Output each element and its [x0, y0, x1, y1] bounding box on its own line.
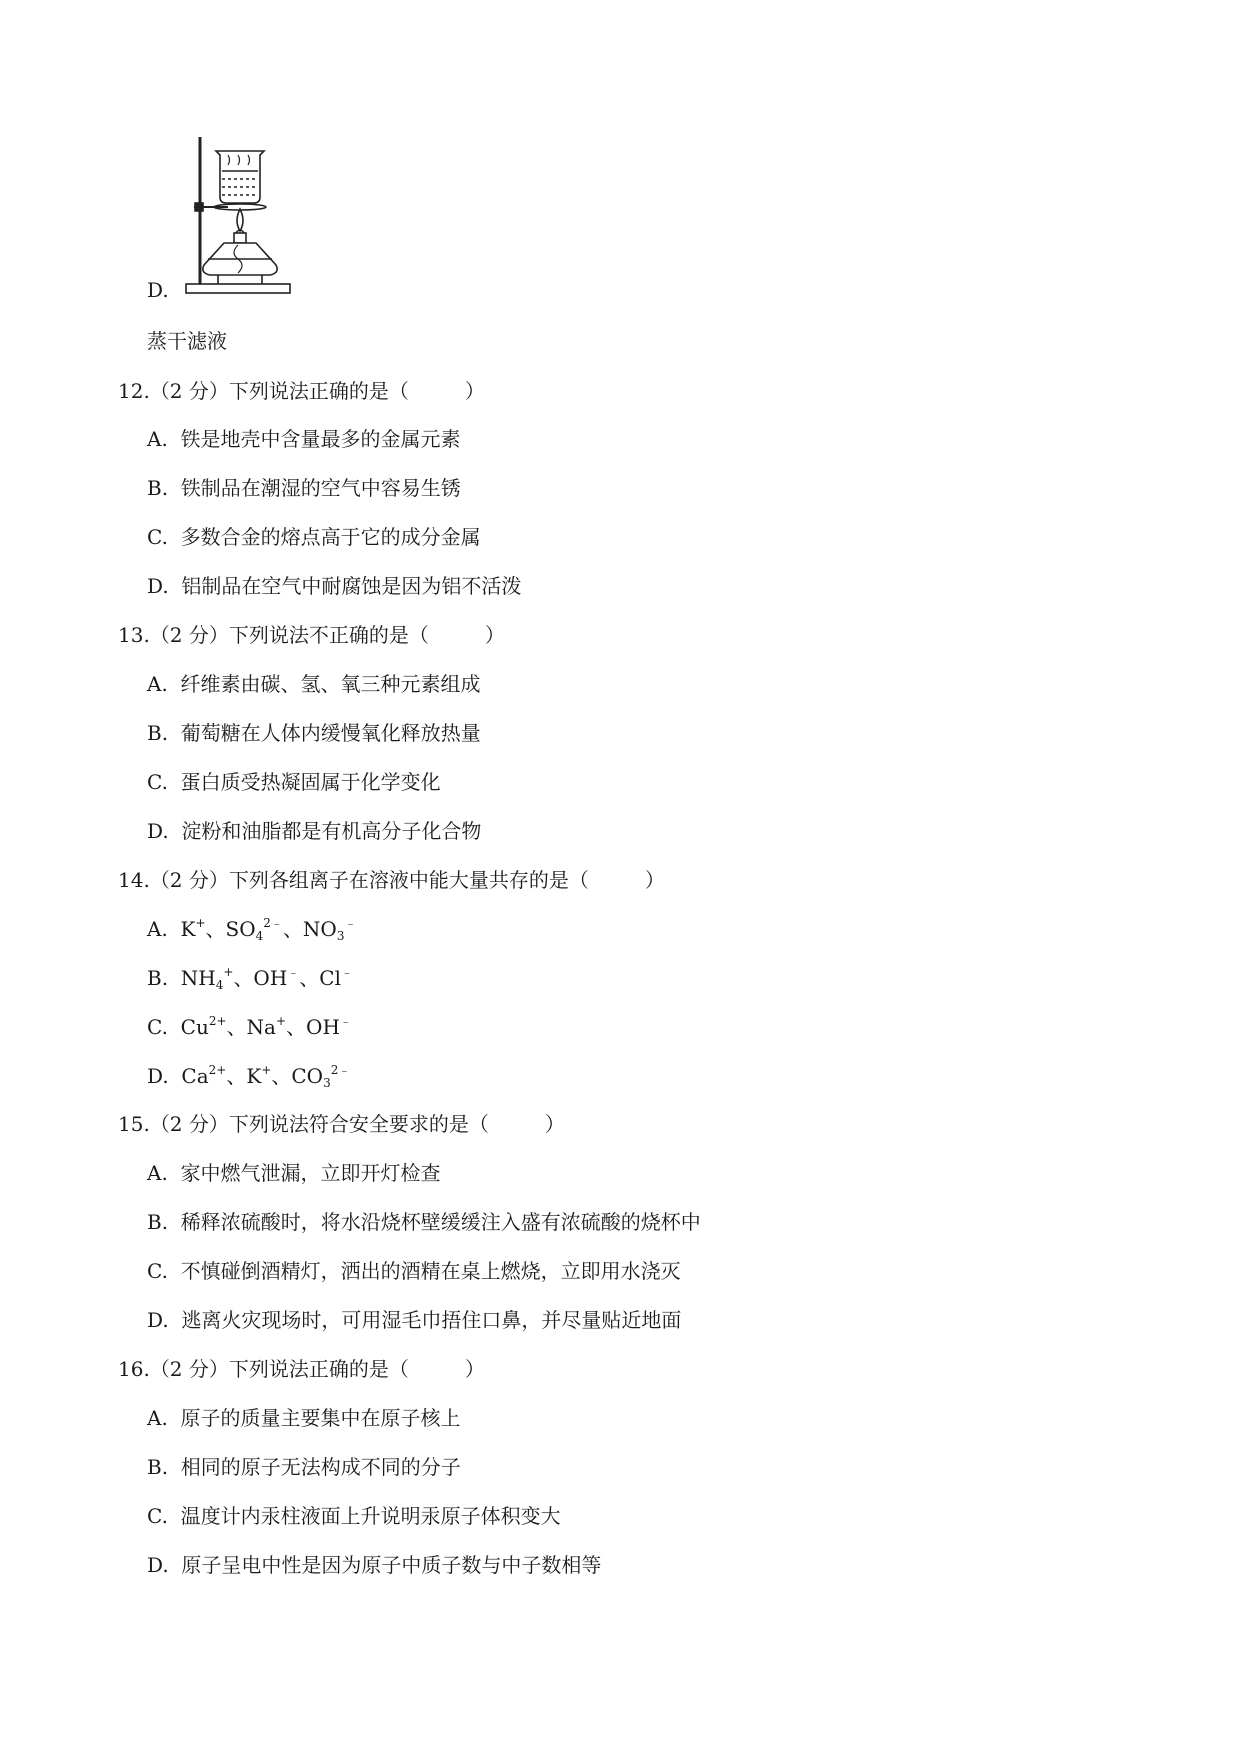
option-text: 纤维素由碳、氢、氧三种元素组成: [180, 672, 481, 696]
option-text: 温度计内汞柱液面上升说明汞原子体积变大: [180, 1504, 561, 1528]
question-13: [118, 621, 505, 649]
question-stem: 下列各组离子在溶液中能大量共存的是（: [228, 868, 589, 892]
q15-option-d: [147, 1306, 681, 1334]
option-letter: D.: [147, 1553, 169, 1577]
ion-charge: +: [195, 916, 206, 930]
figure-caption: 蒸干滤液: [147, 329, 227, 353]
question-14: [118, 866, 665, 894]
option-text: 家中燃气泄漏，立即开灯检查: [180, 1161, 441, 1185]
option-letter: C.: [147, 770, 168, 794]
ion-charge: ﹣: [339, 1014, 352, 1028]
option-text: 逃离火灾现场时，可用湿毛巾捂住口鼻，并尽量贴近地面: [181, 1308, 682, 1332]
option-letter: D.: [147, 574, 169, 598]
question-number: 15.: [118, 1112, 150, 1136]
option-letter: A.: [147, 917, 168, 941]
q12-option-a: [147, 425, 461, 453]
ion-charge: 2+: [208, 1063, 227, 1077]
q12-option-d: [147, 572, 521, 600]
ion-charge: ﹣: [344, 916, 357, 930]
q12-option-c: [147, 523, 481, 551]
option-letter: C.: [147, 525, 168, 549]
question-12: [118, 377, 485, 405]
question-15: [118, 1110, 565, 1138]
option-text: 相同的原子无法构成不同的分子: [180, 1455, 461, 1479]
question-score: （2 分）: [149, 868, 229, 892]
ion-subscript: 4: [255, 929, 264, 943]
ion-charge: +: [223, 965, 234, 979]
question-score: （2 分）: [149, 623, 229, 647]
q13-option-c: [147, 768, 441, 796]
ion-charge: 2﹣: [263, 916, 283, 930]
ion-text: 、OH: [286, 1015, 340, 1039]
ion-text: 、SO: [205, 917, 256, 941]
question-stem: 下列说法符合安全要求的是（: [228, 1112, 489, 1136]
option-text: 稀释浓硫酸时，将水沿烧杯壁缓缓注入盛有浓硫酸的烧杯中: [180, 1210, 701, 1234]
ion-text: 、K: [226, 1064, 262, 1088]
question-close-paren: ）: [484, 623, 505, 647]
question-number: 14.: [118, 868, 150, 892]
question-number: 16.: [118, 1357, 150, 1381]
option-text: 铁是地壳中含量最多的金属元素: [180, 427, 461, 451]
question-score: （2 分）: [149, 1112, 229, 1136]
question-close-paren: ）: [464, 1357, 485, 1381]
q13-option-b: [147, 719, 481, 747]
question-stem: 下列说法正确的是（: [228, 1357, 409, 1381]
ion-text: 、CO: [271, 1064, 324, 1088]
q15-option-a: [147, 1159, 441, 1187]
question-16: [118, 1355, 485, 1383]
option-letter: D.: [147, 819, 169, 843]
ion-charge: 2+: [208, 1014, 227, 1028]
option-letter: B.: [147, 721, 169, 745]
option-text: 原子的质量主要集中在原子核上: [180, 1406, 461, 1430]
ion-subscript: 3: [336, 929, 345, 943]
ion-charge: +: [261, 1063, 272, 1077]
option-letter: A.: [147, 1161, 168, 1185]
option-letter: A.: [147, 1406, 168, 1430]
question-close-paren: ）: [544, 1112, 565, 1136]
question-score: （2 分）: [149, 1357, 229, 1381]
option-text: 蛋白质受热凝固属于化学变化: [180, 770, 441, 794]
question-score: （2 分）: [149, 379, 229, 403]
option-letter: B.: [147, 966, 169, 990]
question-number: 12.: [118, 379, 150, 403]
ion-charge: ﹣: [341, 965, 354, 979]
question-stem: 下列说法正确的是（: [228, 379, 409, 403]
option-text: 铝制品在空气中耐腐蚀是因为铝不活泼: [181, 574, 522, 598]
option-text: 多数合金的熔点高于它的成分金属: [180, 525, 481, 549]
evaporation-apparatus-icon: [178, 133, 298, 298]
option-letter: A.: [147, 427, 168, 451]
ion-charge: ﹣: [287, 965, 300, 979]
ion-subscript: 3: [323, 1076, 331, 1090]
option-letter: B.: [147, 1455, 169, 1479]
ion-text: Cu: [180, 1015, 209, 1039]
q12-option-b: [147, 474, 461, 502]
option-text: 铁制品在潮湿的空气中容易生锈: [180, 476, 461, 500]
ion-text: 、Na: [226, 1015, 276, 1039]
option-text: 原子呈电中性是因为原子中质子数与中子数相等: [181, 1553, 602, 1577]
ion-text: 、OH: [233, 966, 288, 990]
option-letter: D.: [147, 1064, 169, 1088]
question-close-paren: ）: [464, 379, 485, 403]
question-close-paren: ）: [644, 868, 665, 892]
ion-subscript: 4: [215, 978, 224, 992]
q16-option-b: [147, 1453, 461, 1481]
option-letter: B.: [147, 1210, 169, 1234]
option-text: 不慎碰倒酒精灯，洒出的酒精在桌上燃烧，立即用水浇灭: [180, 1259, 681, 1283]
option-text: 淀粉和油脂都是有机高分子化合物: [181, 819, 482, 843]
ion-text: Ca: [181, 1064, 209, 1088]
option-letter: A.: [147, 672, 168, 696]
ion-charge: +: [276, 1014, 287, 1028]
option-letter: C.: [147, 1259, 168, 1283]
question-number: 13.: [118, 623, 150, 647]
option-text: 葡萄糖在人体内缓慢氧化释放热量: [180, 721, 481, 745]
option-letter: C.: [147, 1015, 168, 1039]
q13-option-d: [147, 817, 481, 845]
q14-option-a: [147, 915, 357, 943]
q15-option-b: [147, 1208, 701, 1236]
q11-option-d-letter: D.: [147, 278, 169, 302]
q14-option-c: [147, 1013, 352, 1041]
q16-option-d: [147, 1551, 601, 1579]
q14-option-d: [147, 1062, 350, 1090]
q14-option-b: [147, 964, 353, 992]
question-stem: 下列说法不正确的是（: [228, 623, 429, 647]
option-letter: C.: [147, 1504, 168, 1528]
ion-text: NH: [180, 966, 216, 990]
q16-option-c: [147, 1502, 561, 1530]
q13-option-a: [147, 670, 481, 698]
q15-option-c: [147, 1257, 681, 1285]
q16-option-a: [147, 1404, 461, 1432]
ion-text: 、NO: [282, 917, 337, 941]
ion-charge: 2﹣: [330, 1063, 351, 1077]
ion-text: K: [180, 917, 196, 941]
ion-text: 、Cl: [299, 966, 341, 990]
option-letter: B.: [147, 476, 169, 500]
option-letter: D.: [147, 1308, 169, 1332]
